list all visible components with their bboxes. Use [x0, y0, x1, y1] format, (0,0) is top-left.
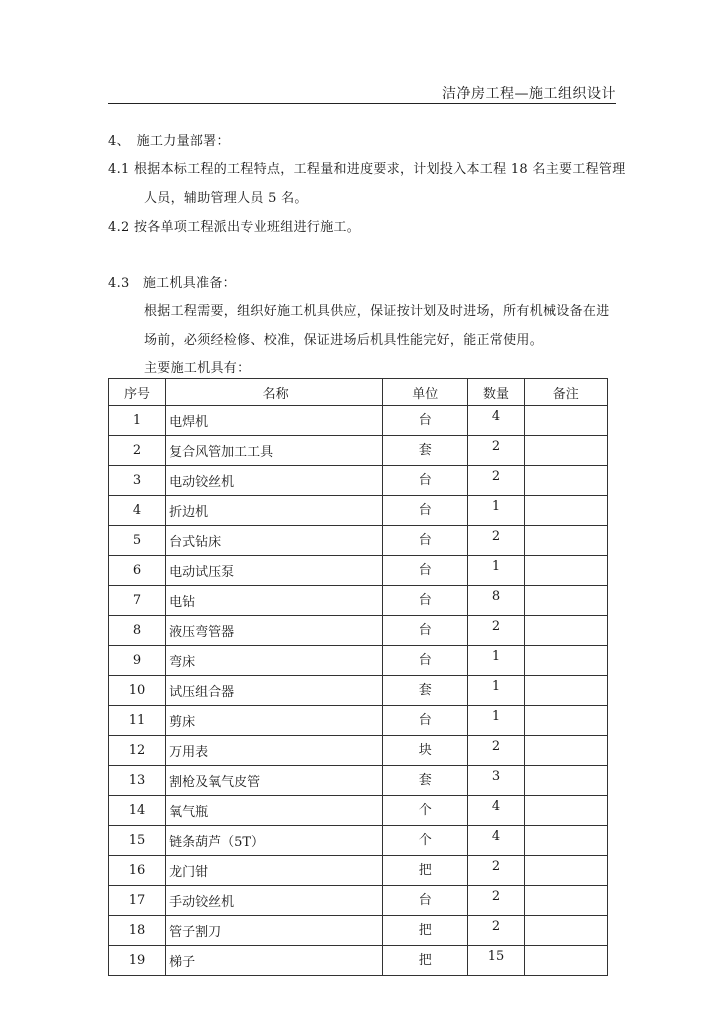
table-row — [109, 706, 608, 736]
section-4-3-para2: 场前，必须经检修、校准，保证进场后机具性能完好，能正常使用。 — [144, 333, 544, 348]
equipment-table — [108, 378, 608, 976]
cell-unit: 套 — [383, 676, 468, 706]
cell-unit: 台 — [383, 886, 468, 916]
cell-name: 折边机 — [166, 496, 383, 526]
cell-note — [524, 586, 607, 616]
cell-qty: 2 — [468, 856, 524, 886]
cell-no: 16 — [109, 856, 166, 886]
table-row — [109, 946, 608, 976]
cell-note — [524, 466, 607, 496]
cell-unit: 把 — [383, 946, 468, 976]
cell-unit: 个 — [383, 826, 468, 856]
cell-note — [524, 436, 607, 466]
header-divider — [108, 103, 616, 104]
cell-note — [524, 796, 607, 826]
cell-note — [524, 916, 607, 946]
cell-name: 复合风管加工工具 — [166, 436, 383, 466]
cell-qty: 2 — [468, 736, 524, 766]
cell-unit: 块 — [383, 736, 468, 766]
cell-qty: 2 — [468, 916, 524, 946]
cell-note — [524, 556, 607, 586]
cell-no: 7 — [109, 586, 166, 616]
cell-name: 弯床 — [166, 646, 383, 676]
cell-note — [524, 826, 607, 856]
cell-no: 17 — [109, 886, 166, 916]
cell-unit: 个 — [383, 796, 468, 826]
cell-unit: 把 — [383, 916, 468, 946]
cell-note — [524, 616, 607, 646]
cell-no: 4 — [109, 496, 166, 526]
cell-qty: 4 — [468, 796, 524, 826]
cell-unit: 台 — [383, 616, 468, 646]
table-row — [109, 466, 608, 496]
cell-note — [524, 886, 607, 916]
cell-qty: 2 — [468, 616, 524, 646]
cell-no: 6 — [109, 556, 166, 586]
cell-name: 电动铰丝机 — [166, 466, 383, 496]
table-row — [109, 436, 608, 466]
cell-name: 剪床 — [166, 706, 383, 736]
cell-no: 14 — [109, 796, 166, 826]
cell-qty: 2 — [468, 886, 524, 916]
table-row — [109, 406, 608, 436]
cell-qty: 8 — [468, 586, 524, 616]
table-row — [109, 646, 608, 676]
cell-name: 氧气瓶 — [166, 796, 383, 826]
cell-note — [524, 706, 607, 736]
cell-qty: 15 — [468, 946, 524, 976]
table-row — [109, 796, 608, 826]
cell-note — [524, 736, 607, 766]
cell-name: 电焊机 — [166, 406, 383, 436]
cell-qty: 4 — [468, 406, 524, 436]
section-4-1-line1: 4.1 根据本标工程的工程特点，工程量和进度要求，计划投入本工程 18 名主要工程管理 — [108, 162, 626, 177]
cell-name: 电动试压泵 — [166, 556, 383, 586]
cell-no: 8 — [109, 616, 166, 646]
cell-qty: 4 — [468, 826, 524, 856]
cell-no: 11 — [109, 706, 166, 736]
header-no: 序号 — [109, 379, 166, 406]
table-row — [109, 526, 608, 556]
cell-name: 万用表 — [166, 736, 383, 766]
section-4-3-para1: 根据工程需要，组织好施工机具供应，保证按计划及时进场，所有机械设备在进 — [144, 304, 610, 319]
cell-qty: 2 — [468, 526, 524, 556]
cell-qty: 2 — [468, 466, 524, 496]
cell-unit: 台 — [383, 706, 468, 736]
cell-unit: 台 — [383, 526, 468, 556]
cell-note — [524, 946, 607, 976]
document-title: 洁净房工程—施工组织设计 — [442, 86, 616, 102]
cell-note — [524, 646, 607, 676]
cell-qty: 1 — [468, 496, 524, 526]
section-4-1-line2: 人员，辅助管理人员 5 名。 — [144, 191, 308, 206]
table-row — [109, 916, 608, 946]
cell-unit: 套 — [383, 766, 468, 796]
table-row — [109, 736, 608, 766]
table-row — [109, 766, 608, 796]
cell-no: 3 — [109, 466, 166, 496]
cell-no: 19 — [109, 946, 166, 976]
header-note: 备注 — [524, 379, 607, 406]
table-row — [109, 556, 608, 586]
section-4-3-para3: 主要施工机具有： — [144, 361, 251, 376]
cell-no: 15 — [109, 826, 166, 856]
cell-no: 1 — [109, 406, 166, 436]
cell-no: 2 — [109, 436, 166, 466]
cell-note — [524, 406, 607, 436]
header-qty: 数量 — [468, 379, 524, 406]
cell-unit: 套 — [383, 436, 468, 466]
cell-unit: 台 — [383, 646, 468, 676]
cell-no: 13 — [109, 766, 166, 796]
table-row — [109, 856, 608, 886]
cell-qty: 1 — [468, 646, 524, 676]
cell-name: 链条葫芦（5T） — [166, 826, 383, 856]
cell-unit: 台 — [383, 406, 468, 436]
cell-name: 试压组合器 — [166, 676, 383, 706]
cell-qty: 2 — [468, 436, 524, 466]
cell-name: 液压弯管器 — [166, 616, 383, 646]
cell-note — [524, 496, 607, 526]
cell-note — [524, 856, 607, 886]
table-row — [109, 496, 608, 526]
table-row — [109, 616, 608, 646]
section-4-heading: 4、 施工力量部署： — [108, 134, 230, 149]
cell-no: 18 — [109, 916, 166, 946]
cell-qty: 1 — [468, 676, 524, 706]
cell-name: 手动铰丝机 — [166, 886, 383, 916]
header-name: 名称 — [166, 379, 383, 406]
cell-note — [524, 676, 607, 706]
cell-unit: 把 — [383, 856, 468, 886]
cell-unit: 台 — [383, 556, 468, 586]
cell-note — [524, 766, 607, 796]
cell-qty: 3 — [468, 766, 524, 796]
cell-name: 电钻 — [166, 586, 383, 616]
cell-name: 管子割刀 — [166, 916, 383, 946]
cell-unit: 台 — [383, 586, 468, 616]
cell-no: 10 — [109, 676, 166, 706]
cell-unit: 台 — [383, 496, 468, 526]
cell-qty: 1 — [468, 556, 524, 586]
table-header-row — [109, 379, 608, 406]
cell-name: 龙门钳 — [166, 856, 383, 886]
cell-no: 12 — [109, 736, 166, 766]
cell-qty: 1 — [468, 706, 524, 736]
cell-no: 9 — [109, 646, 166, 676]
section-4-3-heading: 4.3 施工机具准备： — [108, 276, 236, 291]
table-row — [109, 586, 608, 616]
section-4-2: 4.2 按各单项工程派出专业班组进行施工。 — [108, 220, 361, 235]
cell-note — [524, 526, 607, 556]
table-row — [109, 676, 608, 706]
cell-no: 5 — [109, 526, 166, 556]
cell-name: 割枪及氧气皮管 — [166, 766, 383, 796]
cell-name: 梯子 — [166, 946, 383, 976]
cell-unit: 台 — [383, 466, 468, 496]
table-row — [109, 826, 608, 856]
header-unit: 单位 — [383, 379, 468, 406]
cell-name: 台式钻床 — [166, 526, 383, 556]
table-row — [109, 886, 608, 916]
